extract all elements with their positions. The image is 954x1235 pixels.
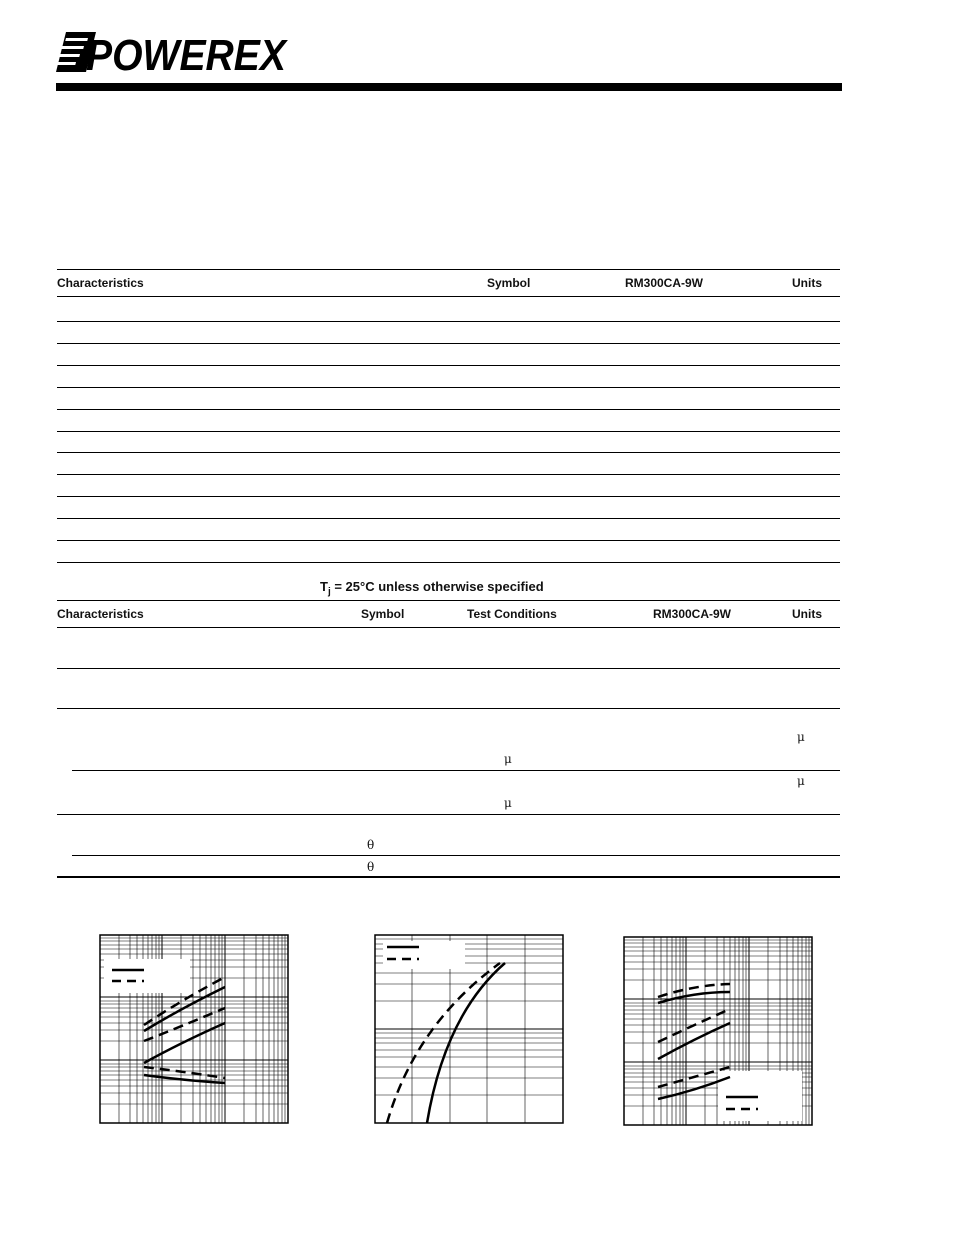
- symbol-theta: θ: [367, 838, 375, 852]
- condition-mu-symbol: μ: [504, 752, 512, 766]
- table-row: [57, 387, 840, 388]
- table2-header-characteristics: Characteristics: [57, 607, 144, 621]
- table2-header-test-conditions: Test Conditions: [467, 607, 557, 621]
- graph-1: [100, 935, 288, 1123]
- table-row: [57, 518, 840, 519]
- conditions-note: $T_j = 25^\circ C$ unless otherwise specified: [320, 579, 544, 598]
- table-row: [57, 452, 840, 453]
- graph-2: [375, 935, 563, 1123]
- table-row: [57, 365, 840, 366]
- table1-header-units: Units: [792, 276, 822, 290]
- table-row: [72, 770, 840, 771]
- header-bar: [56, 83, 842, 91]
- table1-header-characteristics: Characteristics: [57, 276, 144, 290]
- graph-3: [624, 937, 812, 1125]
- graph-2-legend: [383, 941, 465, 969]
- symbol-theta: θ: [367, 860, 375, 874]
- table-row: [57, 708, 840, 709]
- graph-1-legend: [104, 959, 190, 993]
- logo-wordmark: POWEREX: [86, 31, 289, 80]
- table-row: [57, 409, 840, 410]
- table1-header-part: RM300CA-9W: [625, 276, 704, 290]
- condition-mu-symbol: μ: [504, 796, 512, 810]
- table-row: [57, 474, 840, 475]
- table2-header-symbol: Symbol: [361, 607, 405, 621]
- table-row: [57, 343, 840, 344]
- table-row: [57, 321, 840, 322]
- table-row: [57, 496, 840, 497]
- table-row: [72, 855, 840, 856]
- table2-header-part: RM300CA-9W: [653, 607, 732, 621]
- table-row: [57, 431, 840, 432]
- table-row: [57, 540, 840, 541]
- table-row: [57, 562, 840, 563]
- table1-header-symbol: Symbol: [487, 276, 531, 290]
- table2-header-units: Units: [792, 607, 822, 621]
- powerex-logo: [56, 30, 289, 80]
- unit-mu-symbol: μ: [797, 774, 805, 788]
- unit-mu-symbol: μ: [797, 730, 805, 744]
- table-row: [57, 668, 840, 669]
- table-row: [57, 814, 840, 815]
